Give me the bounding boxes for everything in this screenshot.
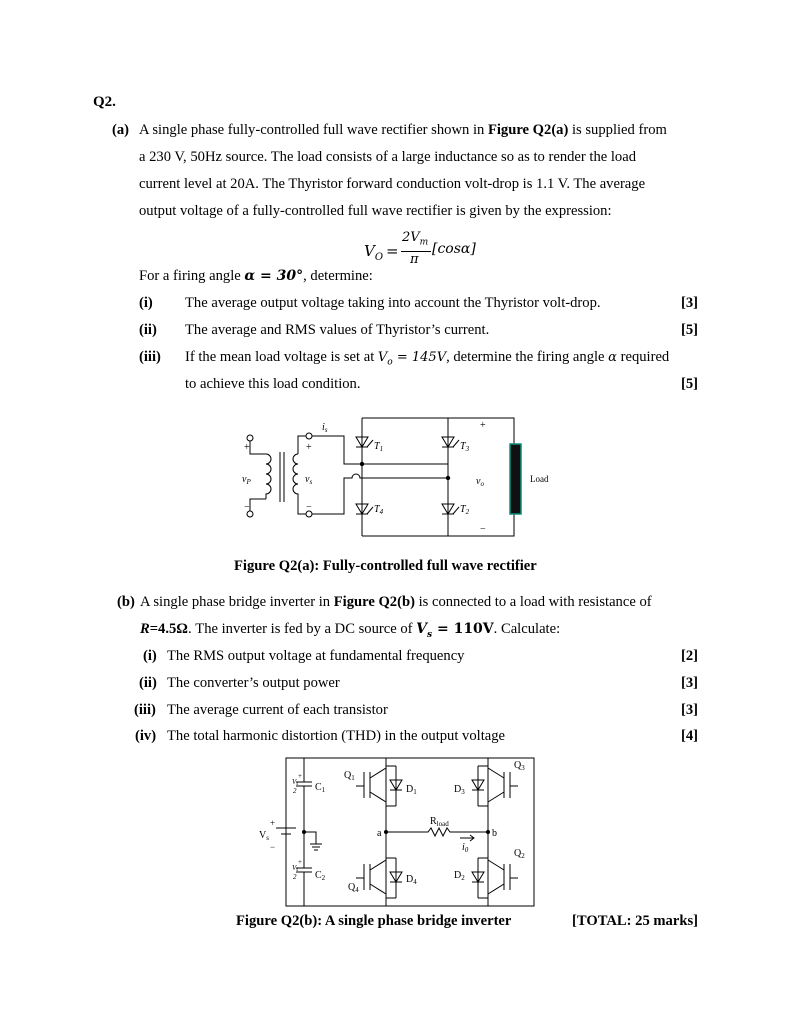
eq-lhs-sub: O [374, 252, 384, 263]
c2-plus: + [298, 858, 302, 866]
eq-denominator: π [410, 252, 419, 267]
load-block [510, 444, 521, 514]
c2-sub: 2 [321, 874, 326, 882]
item-a-iii-pre: If the mean load voltage is set at [185, 349, 378, 365]
t1-label [374, 441, 383, 453]
c1-c: C [315, 782, 322, 793]
item-a-i-num: (i) [139, 295, 153, 311]
vs-source-plus: + [270, 818, 276, 828]
rectifier-junctions [360, 462, 450, 480]
capacitor-c1 [296, 758, 312, 832]
firing-post: , determine: [303, 268, 373, 284]
transistor-q2 [488, 860, 518, 894]
item-b-iii-marks: [3] [680, 702, 698, 718]
node-a [384, 830, 388, 834]
rload-label [430, 816, 449, 828]
is-sub: s [324, 426, 328, 434]
transformer-core [280, 452, 284, 502]
rectifier-wiring [247, 418, 514, 536]
eq-equals: = [386, 242, 399, 260]
t2-t: T [460, 504, 466, 515]
diode-d4-branch [386, 858, 402, 898]
node-a-label: a [377, 828, 382, 839]
q1-label [344, 770, 355, 782]
part-a-line-1-end: is supplied from [568, 122, 667, 138]
q3-label [514, 760, 525, 772]
wire-top-to-bridge [312, 436, 362, 464]
question-label: Q2. [93, 94, 116, 110]
t4-sub: 4 [379, 508, 384, 516]
node-mid [302, 830, 306, 834]
half-vs-bottom-sub: s [296, 868, 299, 873]
vs-v: v [305, 474, 310, 485]
rload-r: R [430, 816, 437, 827]
thyristor-t1 [356, 437, 373, 447]
eq-numerator [402, 230, 428, 248]
part-b-label: (b) [117, 594, 135, 610]
vs-source-minus: − [270, 842, 276, 852]
firing-math: α = 30° [244, 268, 304, 284]
vo-label [476, 476, 484, 488]
vo-plus: + [480, 420, 486, 431]
secondary-terminal-top [306, 433, 312, 439]
d4-d: D [406, 874, 414, 885]
d2-d: D [454, 870, 462, 881]
item-a-i-marks: [3] [680, 295, 698, 311]
primary-coil [266, 454, 271, 499]
is-i: i [322, 422, 325, 433]
item-b-i-num: (i) [143, 648, 157, 664]
t3-label [460, 441, 470, 453]
part-b-line-1-end: is connected to a load with resistance of [414, 594, 652, 610]
item-b-i-text: The RMS output voltage at fundamental frequency [167, 648, 465, 664]
vs-minus: − [306, 502, 312, 513]
load-resistor [386, 828, 488, 836]
item-a-i-text: The average output voltage taking into account the Thyristor volt-drop. [185, 295, 601, 311]
part-a-line-4: output voltage of a fully-controlled full wave rectifier is given by the expression: [139, 203, 612, 219]
t1-t: T [374, 441, 380, 452]
part-a-line-1 [139, 122, 667, 139]
d3-label [454, 784, 465, 796]
vs-source-v: V [259, 830, 267, 841]
half-vs-top-den: 2 [293, 787, 297, 795]
half-vs-top-v: V [292, 778, 297, 786]
part-a-line-3: current level at 20A. The Thyristor forward conduction volt-drop is 1.1 V. The average [139, 176, 646, 192]
q2-sub: 2 [521, 852, 525, 860]
item-b-iv-text: The total harmonic distortion (THD) in the output voltage [167, 728, 506, 744]
item-a-iii-alpha: α [608, 350, 617, 365]
node-b-label: b [492, 828, 497, 839]
vs-source-sub: s [266, 834, 269, 842]
t2-sub: 2 [465, 508, 470, 516]
item-a-iii-text-2: to achieve this load condition. [185, 376, 361, 392]
thyristor-t3 [442, 437, 459, 447]
vp-sub: P [246, 478, 251, 486]
part-a-line-1-text: A single phase fully-controlled full wave rectifier shown in [139, 122, 488, 138]
io-label [462, 842, 469, 854]
capacitor-c2 [296, 832, 312, 906]
q1-sub: 1 [351, 774, 355, 782]
primary-terminal-top [247, 435, 253, 441]
item-b-ii-num: (ii) [139, 675, 157, 691]
primary-leads [250, 441, 266, 511]
vp-plus: + [244, 442, 250, 453]
load-label: Load [530, 474, 549, 484]
total-marks: [TOTAL: 25 marks] [572, 913, 698, 929]
diode-d2-branch [472, 858, 488, 898]
vs-sub: s [309, 478, 313, 486]
io-sub: 0 [464, 846, 469, 854]
q3-sub: 3 [521, 764, 525, 772]
wire-bottom-to-bridge [312, 474, 362, 514]
diode-d1-branch [386, 766, 402, 806]
part-b-line-2-mid: . The inverter is fed by a DC source of [187, 621, 417, 637]
junction-t2 [446, 476, 450, 480]
firing-angle-line [139, 268, 373, 285]
thyristor-t4 [356, 504, 373, 514]
item-a-iii-math-post: = 145V [392, 350, 447, 365]
vs-label [305, 474, 312, 486]
half-vs-top [292, 772, 302, 795]
part-b-line-2-end: . Calculate: [493, 621, 561, 637]
vp-minus: − [244, 502, 250, 513]
item-a-iii-marks: [5] [680, 376, 698, 392]
item-b-i-marks: [2] [680, 648, 698, 664]
vp-v: v [242, 474, 247, 485]
d1-label [406, 784, 417, 796]
d2-label [454, 870, 465, 882]
eq-num-sub: m [419, 237, 429, 248]
transistor-q3 [488, 768, 518, 802]
item-a-iii-num: (iii) [139, 349, 161, 365]
eq-bracket: [cosα] [432, 241, 476, 257]
q2-q: Q [514, 848, 522, 859]
rectifier-circuit-diagram [236, 414, 566, 544]
half-vs-bottom-den: 2 [293, 873, 297, 881]
t4-t: T [374, 504, 380, 515]
item-b-iii-text: The average current of each transistor [167, 702, 388, 718]
resistance-value: =4.5Ω [149, 621, 188, 637]
vs-math-sub: s [427, 629, 433, 640]
half-vs-bottom [292, 858, 302, 881]
secondary-coil [293, 454, 298, 499]
figure-a-caption: Figure Q2(a): Fully-controlled full wave rectifier [234, 558, 537, 574]
t4-label [374, 504, 384, 516]
vo-minus: − [480, 524, 486, 535]
transistor-q4 [356, 860, 386, 894]
item-a-iii-math-sub: o [387, 357, 393, 368]
vs-math [416, 621, 433, 640]
q4-sub: 4 [355, 886, 359, 894]
t2-label [460, 504, 470, 516]
vs-plus: + [306, 442, 312, 453]
figure-ref-b: Figure Q2(b) [333, 594, 415, 610]
item-b-ii-marks: [3] [680, 675, 698, 691]
item-b-ii-text: The converter’s output power [167, 675, 340, 691]
item-b-iii-num: (iii) [134, 702, 156, 718]
c1-sub: 1 [321, 786, 326, 794]
c1-label [315, 782, 326, 794]
part-a-line-2: a 230 V, 50Hz source. The load consists of a large inductance so as to render the load [139, 149, 636, 165]
vs-source-label [259, 830, 269, 842]
item-a-ii-marks: [5] [680, 322, 698, 338]
q3-q: Q [514, 760, 522, 771]
vs-value: = 110V [432, 621, 494, 637]
dc-rails [362, 418, 514, 536]
vp-label [242, 474, 251, 486]
q2-label [514, 848, 525, 860]
item-a-iii-math-v: V [377, 350, 388, 365]
part-a-label: (a) [112, 122, 130, 138]
t3-sub: 3 [465, 445, 470, 453]
figure-b-caption: Figure Q2(b): A single phase bridge inverter [236, 913, 512, 929]
part-b-line-1-text: A single phase bridge inverter in [140, 594, 334, 610]
thyristor-t2 [442, 504, 459, 514]
io-i: i [462, 842, 465, 853]
part-b-line-1 [140, 594, 652, 611]
d3-sub: 3 [461, 788, 465, 796]
figure-ref-a: Figure Q2(a) [487, 122, 569, 138]
ground-symbol [304, 832, 322, 850]
item-b-iv-marks: [4] [680, 728, 698, 744]
item-a-ii-text: The average and RMS values of Thyristor’s current. [185, 322, 490, 338]
transistor-q1 [356, 768, 386, 802]
vo-sub: o [480, 480, 484, 488]
diode-d3-branch [472, 766, 488, 806]
half-vs-bottom-v: V [292, 864, 297, 872]
eq-lhs [364, 242, 383, 263]
c2-c: C [315, 870, 322, 881]
item-a-iii-post: , determine the firing angle [446, 349, 609, 365]
t3-t: T [460, 441, 466, 452]
inverter-circuit-diagram [256, 756, 536, 908]
d3-d: D [454, 784, 462, 795]
d1-d: D [406, 784, 414, 795]
vs-math-v: V [416, 621, 428, 637]
item-a-iii-end: required [616, 349, 670, 365]
item-a-iii-text [185, 349, 669, 368]
item-b-iv-num: (iv) [135, 728, 157, 744]
part-b-line-2 [140, 621, 560, 640]
rload-sub: load [436, 820, 449, 828]
c2-label [315, 870, 326, 882]
item-a-ii-num: (ii) [139, 322, 157, 338]
half-vs-top-sub: s [296, 782, 299, 787]
eq-num-text: 2V [402, 230, 420, 245]
d1-sub: 1 [413, 788, 417, 796]
vo-v: v [476, 476, 481, 487]
q1-q: Q [344, 770, 352, 781]
firing-pre: For a firing angle [139, 268, 245, 284]
item-a-iii-math [377, 350, 447, 368]
node-b [486, 830, 490, 834]
eq-lhs-v: V [364, 242, 375, 260]
c1-plus: + [298, 772, 302, 780]
q4-q: Q [348, 882, 356, 893]
junction-t1 [360, 462, 364, 466]
current-arrow [460, 835, 474, 841]
d4-label [406, 874, 417, 886]
resistance-symbol: R [140, 621, 150, 637]
d4-sub: 4 [413, 878, 417, 886]
is-label [322, 422, 328, 434]
q4-label [348, 882, 359, 894]
d2-sub: 2 [461, 874, 465, 882]
t1-sub: 1 [379, 445, 384, 453]
